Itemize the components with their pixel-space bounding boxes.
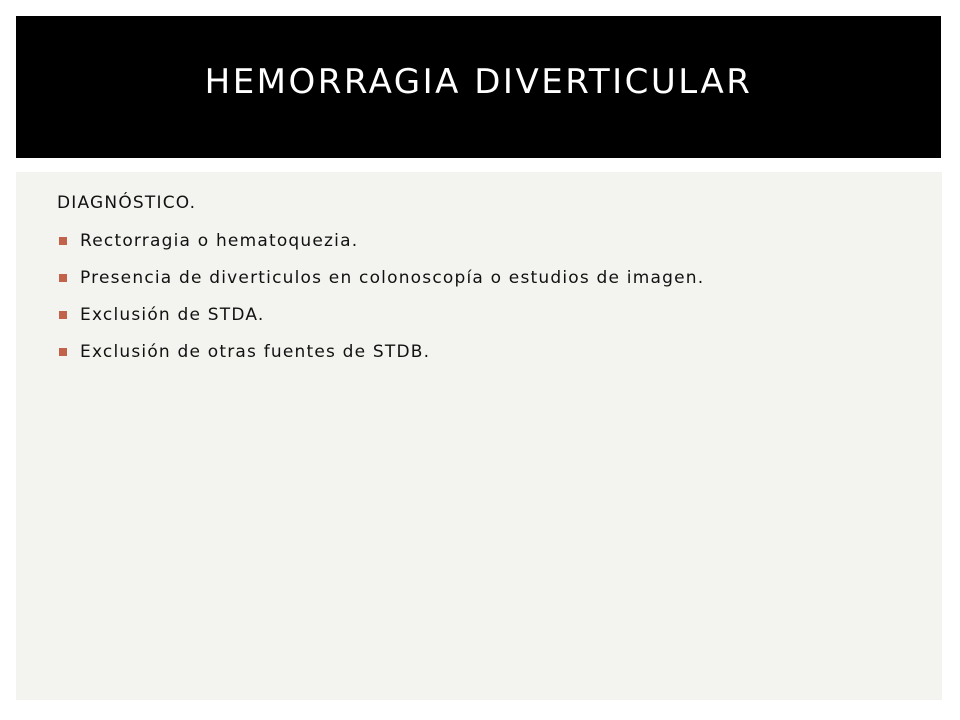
square-bullet-icon: [59, 237, 67, 245]
slide-title: HEMORRAGIA DIVERTICULAR: [204, 62, 753, 102]
bullet-item: [57, 302, 857, 329]
bullet-item: [57, 339, 857, 366]
square-bullet-icon: [59, 274, 67, 282]
bullet-item: [57, 228, 857, 255]
title-bar: [16, 16, 941, 158]
content-panel: [16, 172, 942, 700]
bullet-text: Presencia de diverticulos en colonoscopía o estudios de imagen.: [80, 268, 705, 288]
square-bullet-icon: [59, 311, 67, 319]
section-heading: DIAGNÓSTICO.: [57, 193, 197, 213]
square-bullet-icon: [59, 348, 67, 356]
bullet-text: Exclusión de STDA.: [80, 305, 265, 325]
bullet-list: [57, 228, 857, 376]
bullet-text: Rectorragia o hematoquezia.: [80, 231, 359, 251]
bullet-text: Exclusión de otras fuentes de STDB.: [80, 342, 431, 362]
bullet-item: [57, 265, 857, 292]
